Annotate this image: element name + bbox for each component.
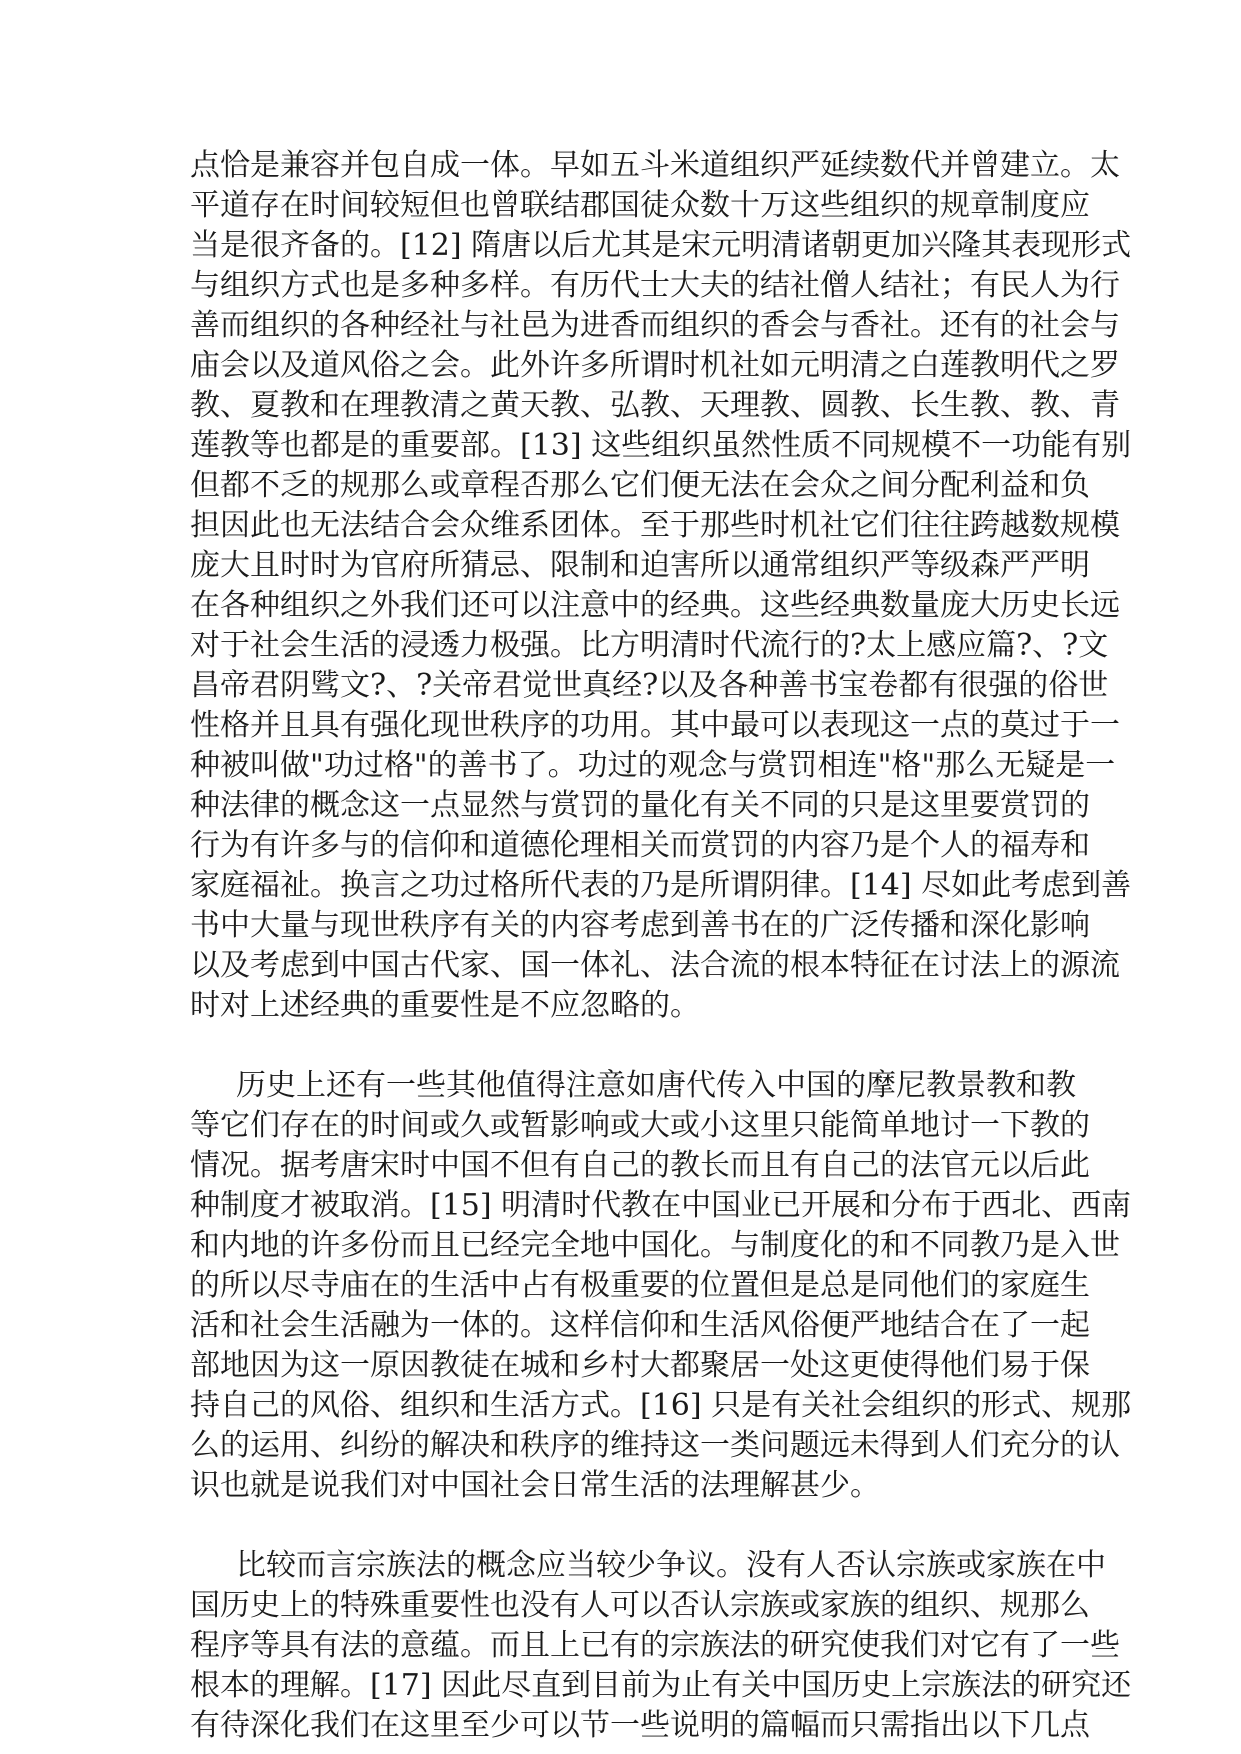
text-line: 庙会以及道风俗之会。此外许多所谓时机社如元明清之白莲教明代之罗 xyxy=(190,348,1120,383)
text-line: 有待深化我们在这里至少可以节一些说明的篇幅而只需指出以下几点 xyxy=(190,1708,1090,1743)
text-line: 种被叫做"功过格"的善书了。功过的观念与赏罚相连"格"那么无疑是一 xyxy=(190,748,1116,783)
text-line: 当是很齐备的。[12] 隋唐以后尤其是宋元明清诸朝更加兴隆其表现形式 xyxy=(190,228,1132,263)
text-line: 教、夏教和在理教清之黄天教、弘教、天理教、圆教、长生教、教、青 xyxy=(190,388,1120,423)
text-line: 行为有许多与的信仰和道德伦理相关而赏罚的内容乃是个人的福寿和 xyxy=(190,828,1090,863)
text-line: 莲教等也都是的重要部。[13] 这些组织虽然性质不同规模不一功能有别 xyxy=(190,428,1132,463)
paragraph-2 xyxy=(190,1066,1132,1506)
text-line: 情况。据考唐宋时中国不但有自己的教长而且有自己的法官元以后此 xyxy=(190,1148,1090,1183)
paragraph-3 xyxy=(190,1546,1132,1746)
text-line: 以及考虑到中国古代家、国一体礼、法合流的根本特征在讨法上的源流 xyxy=(190,948,1120,983)
paragraph-gap xyxy=(190,1026,1080,1066)
text-line: 比较而言宗族法的概念应当较少争议。没有人否认宗族或家族在中 xyxy=(236,1548,1106,1583)
text-line: 根本的理解。[17] 因此尽直到目前为止有关中国历史上宗族法的研究还 xyxy=(190,1668,1132,1703)
text-line: 庞大且时时为官府所猜忌、限制和迫害所以通常组织严等级森严严明 xyxy=(190,548,1090,583)
text-line: 平道存在时间较短但也曾联结郡国徒众数十万这些组织的规章制度应 xyxy=(190,188,1090,223)
text-line: 但都不乏的规那么或章程否那么它们便无法在会众之间分配利益和负 xyxy=(190,468,1090,503)
text-line: 等它们存在的时间或久或暂影响或大或小这里只能简单地讨一下教的 xyxy=(190,1108,1090,1143)
text-line: 国历史上的特殊重要性也没有人可以否认宗族或家族的组织、规那么 xyxy=(190,1588,1090,1623)
paragraph-gap xyxy=(190,1506,1080,1546)
text-line: 点恰是兼容并包自成一体。早如五斗米道组织严延续数代并曾建立。太 xyxy=(190,148,1120,183)
text-line: 的所以尽寺庙在的生活中占有极重要的位置但是总是同他们的家庭生 xyxy=(190,1268,1090,1303)
text-line: 与组织方式也是多种多样。有历代士大夫的结社僧人结社；有民人为行 xyxy=(190,268,1120,303)
text-line: 在各种组织之外我们还可以注意中的经典。这些经典数量庞大历史长远 xyxy=(190,588,1120,623)
text-line: 活和社会生活融为一体的。这样信仰和生活风俗便严地结合在了一起 xyxy=(190,1308,1090,1343)
text-line: 种制度才被取消。[15] 明清时代教在中国业已开展和分布于西北、西南 xyxy=(190,1188,1132,1223)
text-line: 么的运用、纠纷的解决和秩序的维持这一类问题远未得到人们充分的认 xyxy=(190,1428,1120,1463)
paragraph-1 xyxy=(190,146,1132,1026)
text-line: 种法律的概念这一点显然与赏罚的量化有关不同的只是这里要赏罚的 xyxy=(190,788,1090,823)
text-line: 持自己的风俗、组织和生活方式。[16] 只是有关社会组织的形式、规那 xyxy=(190,1388,1132,1423)
text-line: 家庭福祉。换言之功过格所代表的乃是所谓阴律。[14] 尽如此考虑到善 xyxy=(190,868,1132,903)
text-line: 担因此也无法结合会众维系团体。至于那些时机社它们往往跨越数规模 xyxy=(190,508,1120,543)
text-line: 对于社会生活的浸透力极强。比方明清时代流行的?太上感应篇?、?文 xyxy=(190,628,1109,663)
text-line: 书中大量与现世秩序有关的内容考虑到善书在的广泛传播和深化影响 xyxy=(190,908,1090,943)
document-page xyxy=(190,146,1132,1746)
text-line: 历史上还有一些其他值得注意如唐代传入中国的摩尼教景教和教 xyxy=(236,1068,1076,1103)
text-line: 部地因为这一原因教徒在城和乡村大都聚居一处这更使得他们易于保 xyxy=(190,1348,1090,1383)
text-line: 时对上述经典的重要性是不应忽略的。 xyxy=(190,988,700,1023)
text-line: 和内地的许多份而且已经完全地中国化。与制度化的和不同教乃是入世 xyxy=(190,1228,1120,1263)
text-line: 昌帝君阴骘文?、?关帝君觉世真经?以及各种善书宝卷都有很强的俗世 xyxy=(190,668,1109,703)
text-line: 程序等具有法的意蕴。而且上已有的宗族法的研究使我们对它有了一些 xyxy=(190,1628,1120,1663)
text-line: 善而组织的各种经社与社邑为进香而组织的香会与香社。还有的社会与 xyxy=(190,308,1120,343)
text-line: 识也就是说我们对中国社会日常生活的法理解甚少。 xyxy=(190,1468,880,1503)
text-line: 性格并且具有强化现世秩序的功用。其中最可以表现这一点的莫过于一 xyxy=(190,708,1120,743)
